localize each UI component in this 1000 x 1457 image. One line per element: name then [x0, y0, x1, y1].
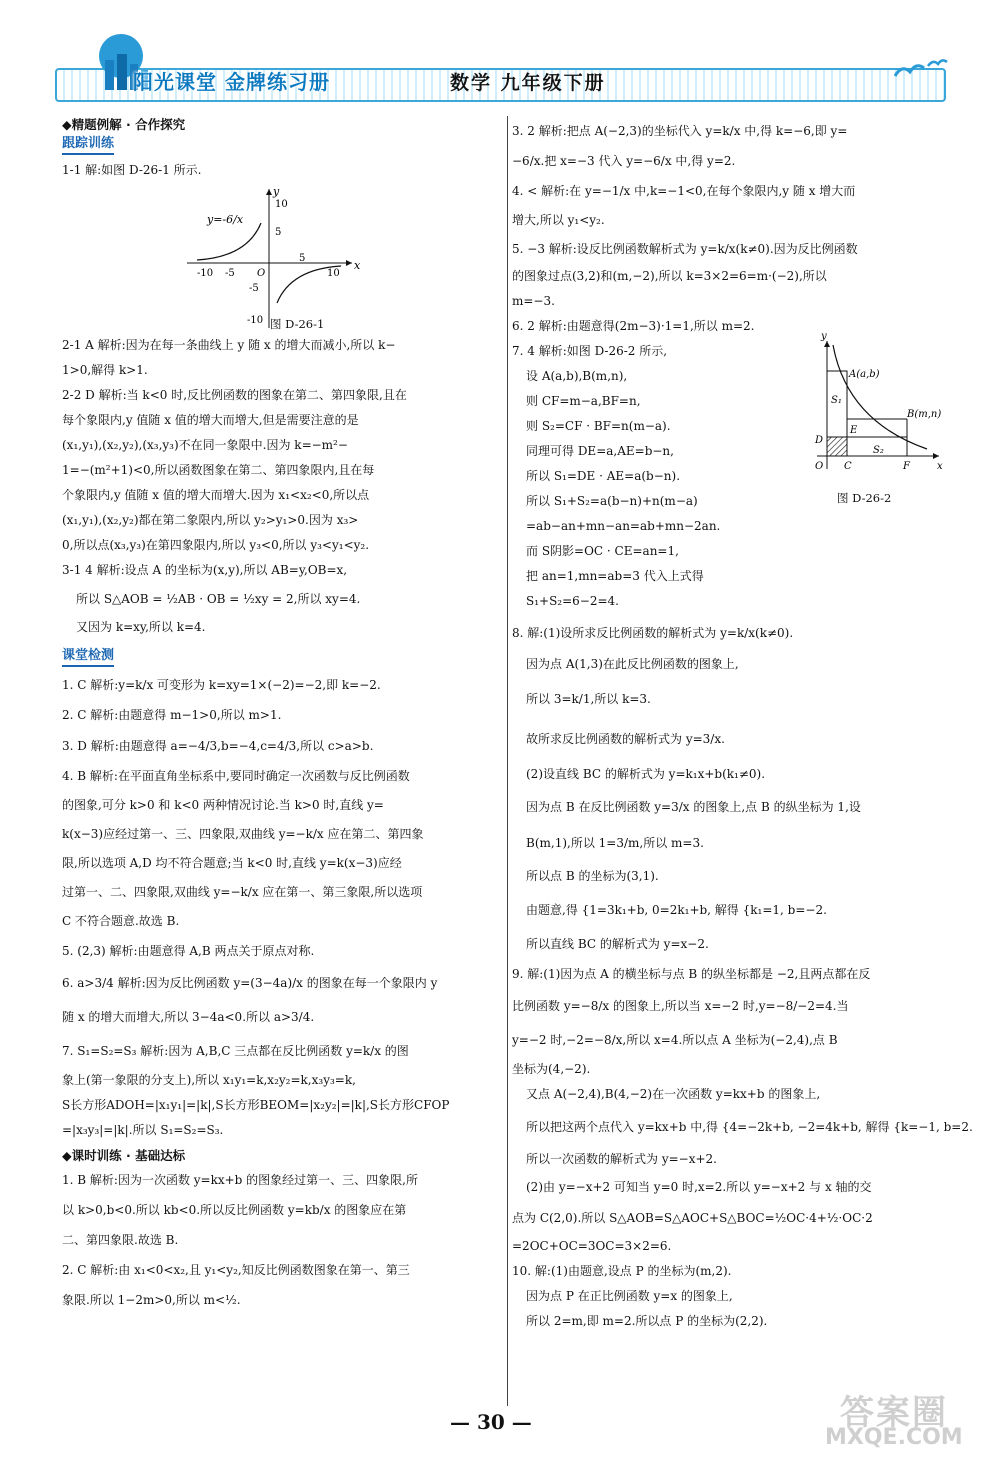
point-d-label: D [815, 435, 824, 446]
text-line: 因为点 A(1,3)在此反比例函数的图象上, [526, 657, 739, 671]
book-title: 阳光课堂 金牌练习册 [133, 70, 330, 94]
point-c-label: C [844, 461, 852, 472]
s1-label: S₁ [831, 395, 842, 406]
text-line: =ab−an+mn−an=ab+mn−2an. [526, 519, 721, 533]
text-line: 0,所以点(x₃,y₃)在第四象限内,所以 y₃<0,所以 y₃<y₁<y₂. [62, 538, 370, 552]
text-line: 7. 4 解析:如图 D-26-2 所示, [512, 344, 668, 358]
tick-label: 10 [327, 268, 340, 279]
text-line: 所以一次函数的解析式为 y=−x+2. [526, 1152, 717, 1166]
y-axis-label: y [273, 185, 280, 198]
text-line: 又点 A(−2,4),B(4,−2)在一次函数 y=kx+b 的图象上, [526, 1087, 821, 1101]
subsection-heading: 课堂检测 [62, 647, 114, 667]
tick-label: 5 [299, 253, 306, 264]
tick-label: 5 [275, 227, 282, 238]
text-line: 3. D 解析:由题意得 a=−4/3,b=−4,c=4/3,所以 c>a>b. [62, 739, 374, 753]
text-line: 因为点 P 在正比例函数 y=x 的图象上, [526, 1289, 733, 1303]
text-line: 所以 2=m,即 m=2.所以点 P 的坐标为(2,2). [526, 1314, 768, 1328]
text-line: k(x−3)应经过第一、三、四象限,双曲线 y=−k/x 应在第二、第四象 [62, 827, 424, 841]
text-line: 2. C 解析:由题意得 m−1>0,所以 m>1. [62, 708, 282, 722]
text-line: 而 S阴影=OC · CE=an=1, [526, 544, 679, 558]
text-line: S₁+S₂=6−2=4. [526, 594, 619, 608]
text-line: 增大,所以 y₁<y₂. [512, 213, 605, 227]
text-line: 二、第四象限.故选 B. [62, 1233, 179, 1247]
text-line: (x₁,y₁),(x₂,y₂),(x₃,y₃)不在同一象限中.因为 k=−m²− [62, 438, 348, 452]
text-line: 随 x 的增大而增大,所以 3−4a<0.所以 a>3/4. [62, 1010, 315, 1024]
section-heading: ◆精题例解 · 合作探究 [62, 117, 186, 132]
s2-label: S₂ [873, 445, 884, 456]
text-line: 6. a>3/4 解析:因为反比例函数 y=(3−4a)/x 的图象在每一个象限内 y [62, 976, 438, 990]
tick-label: -5 [249, 283, 259, 294]
text-line: 以 k>0,b<0.所以 kb<0.所以反比例函数 y=kb/x 的图象应在第 [62, 1203, 407, 1217]
text-line: 由题意,得 {1=3k₁+b, 0=2k₁+b, 解得 {k₁=1, b=−2. [526, 903, 827, 917]
text-line: 1=−(m²+1)<0,所以函数图象在第二、第四象限内,且在每 [62, 463, 375, 477]
text-line: 过第一、二、四象限,双曲线 y=−k/x 应在第一、第三象限,所以选项 [62, 885, 423, 899]
right-column [512, 116, 973, 1334]
text-line: 点为 C(2,0).所以 S△AOB=S△AOC+S△BOC=½OC·4+½·OC·2 [512, 1211, 873, 1225]
text-line: 所以直线 BC 的解析式为 y=x−2. [526, 937, 709, 951]
text-line: =2OC+OC=3OC=3×2=6. [512, 1239, 672, 1253]
tick-label: -5 [225, 268, 235, 279]
text-line: 则 CF=m−a,BF=n, [526, 394, 641, 408]
text-line: 象限.所以 1−2m>0,所以 m<½. [62, 1293, 241, 1307]
text-line: 6. 2 解析:由题意得(2m−3)·1=1,所以 m=2. [512, 319, 755, 333]
text-line: 2-2 D 解析:当 k<0 时,反比例函数的图象在第二、第四象限,且在 [62, 388, 407, 402]
text-line: B(m,1),所以 1=3/m,所以 m=3. [526, 836, 704, 850]
text-line: 2-1 A 解析:因为在每一条曲线上 y 随 x 的增大而减小,所以 k− [62, 338, 396, 352]
text-line: 坐标为(4,−2). [512, 1062, 591, 1076]
text-line: 2. C 解析:由 x₁<0<x₂,且 y₁<y₂,知反比例函数图象在第一、第三 [62, 1263, 410, 1277]
x-axis-label: x [354, 259, 361, 272]
function-label: y=-6/x [207, 213, 244, 226]
text-line: 3. 2 解析:把点 A(−2,3)的坐标代入 y=k/x 中,得 k=−6,即 y= [512, 124, 848, 138]
text-line: 所以把这两个点代入 y=kx+b 中,得 {4=−2k+b, −2=4k+b, 解得 {k=−1, b=2. [526, 1120, 973, 1134]
text-line: 个象限内,y 值随 x 值的增大而增大.因为 x₁<x₂<0,所以点 [62, 488, 370, 502]
y-axis-label: y [821, 331, 827, 342]
origin-label: O [257, 268, 266, 279]
birds-icon [890, 54, 950, 84]
text-line: (x₁,y₁),(x₂,y₂)都在第二象限内,所以 y₂>y₁>0.因为 x₃> [62, 513, 359, 527]
x-axis-label: x [937, 461, 943, 472]
text-line: 故所求反比例函数的解析式为 y=3/x. [526, 732, 725, 746]
text-line: 所以 S₁+S₂=a(b−n)+n(m−a) [526, 494, 698, 508]
point-b-label: B(m,n) [907, 409, 942, 420]
text-line: 象上(第一象限的分支上),所以 x₁y₁=k,x₂y₂=k,x₃y₃=k, [62, 1073, 356, 1087]
text-line: 所以 S₁=DE · AE=a(b−n). [526, 469, 681, 483]
figure-caption: 图 D-26-2 [837, 491, 892, 505]
section-heading: ◆课时训练 · 基础达标 [62, 1148, 186, 1163]
text-line: 因为点 B 在反比例函数 y=3/x 的图象上,点 B 的纵坐标为 1,设 [526, 800, 861, 814]
text-line: 4. B 解析:在平面直角坐标系中,要同时确定一次函数与反比例函数 [62, 769, 410, 783]
column-divider [507, 116, 508, 1406]
text-line: 所以 S△AOB = ½AB · OB = ½xy = 2,所以 xy=4. [76, 592, 361, 606]
text-line: 的图象,可分 k>0 和 k<0 两种情况讨论.当 k>0 时,直线 y= [62, 798, 384, 812]
subsection-heading: 跟踪训练 [62, 135, 114, 155]
left-column [62, 116, 502, 1315]
tick-label: 10 [275, 199, 288, 210]
text-line: 1. C 解析:y=k/x 可变形为 k=xy=1×(−2)=−2,即 k=−2. [62, 678, 381, 692]
text-line: 10. 解:(1)由题意,设点 P 的坐标为(m,2). [512, 1264, 732, 1278]
text-line: (2)设直线 BC 的解析式为 y=k₁x+b(k₁≠0). [526, 767, 766, 781]
text-line: 限,所以选项 A,D 均不符合题意;当 k<0 时,直线 y=k(x−3)应经 [62, 856, 402, 870]
text-line: 又因为 k=xy,所以 k=4. [76, 620, 206, 634]
text-line: (2)由 y=−x+2 可知当 y=0 时,x=2.所以 y=−x+2 与 x 轴的交 [526, 1180, 872, 1194]
rectangles-graph [807, 331, 947, 476]
text-line: 的图象过点(3,2)和(m,−2),所以 k=3×2=6=m·(−2),所以 [512, 269, 827, 283]
text-line: 每个象限内,y 值随 x 值的增大而增大,但是需要注意的是 [62, 413, 359, 427]
tick-label: -10 [197, 268, 214, 279]
point-a-label: A(a,b) [849, 369, 880, 380]
text-line: 所以点 B 的坐标为(3,1). [526, 869, 659, 883]
text-line: C 不符合题意.故选 B. [62, 914, 180, 928]
hyperbola-graph [177, 183, 377, 333]
figure-caption: 图 D-26-1 [270, 317, 325, 331]
watermark-logo: 答案圈 [840, 1393, 948, 1433]
point-f-label: F [903, 461, 910, 472]
text-line: 3-1 4 解析:设点 A 的坐标为(x,y),所以 AB=y,OB=x, [62, 563, 348, 577]
text-line: =|x₃y₃|=|k|.所以 S₁=S₂=S₃. [62, 1123, 224, 1137]
page-number: — 30 — [450, 1410, 532, 1434]
text-line: 1-1 解:如图 D-26-1 所示. [62, 163, 202, 177]
text-line: 则 S₂=CF · BF=n(m−a). [526, 419, 671, 433]
text-line: 同理可得 DE=a,AE=b−n, [526, 444, 674, 458]
text-line: 8. 解:(1)设所求反比例函数的解析式为 y=k/x(k≠0). [512, 626, 794, 640]
subject-grade: 数学 九年级下册 [450, 72, 606, 94]
text-line: 1. B 解析:因为一次函数 y=kx+b 的图象经过第一、三、四象限,所 [62, 1173, 418, 1187]
problem-7-block [512, 331, 943, 617]
text-line: 设 A(a,b),B(m,n), [526, 369, 628, 383]
page-header [55, 60, 942, 100]
text-line: 5. (2,3) 解析:由题意得 A,B 两点关于原点对称. [62, 944, 315, 958]
origin-label: O [815, 461, 824, 472]
text-line: 比例函数 y=−8/x 的图象上,所以当 x=−2 时,y=−8/−2=4.当 [512, 999, 849, 1013]
watermark-url: MXQE.COM [825, 1425, 963, 1450]
text-line: 把 an=1,mn=ab=3 代入上式得 [526, 569, 704, 583]
text-line: 9. 解:(1)因为点 A 的横坐标与点 B 的纵坐标都是 −2,且两点都在反 [512, 967, 871, 981]
text-line: −6/x.把 x=−3 代入 y=−6/x 中,得 y=2. [512, 154, 736, 168]
tick-label: -10 [247, 315, 264, 326]
text-line: 5. −3 解析:设反比例函数解析式为 y=k/x(k≠0).因为反比例函数 [512, 242, 858, 256]
point-e-label: E [850, 425, 858, 436]
text-line: 所以 3=k/1,所以 k=3. [526, 692, 651, 706]
text-line: 7. S₁=S₂=S₃ 解析:因为 A,B,C 三点都在反比例函数 y=k/x 的图 [62, 1044, 409, 1058]
figure-d-26-1 [62, 183, 502, 333]
text-line: m=−3. [512, 294, 555, 308]
text-line: 4. < 解析:在 y=−1/x 中,k=−1<0,在每个象限内,y 随 x 增大而 [512, 184, 856, 198]
text-line: y=−2 时,−2=−8/x,所以 x=4.所以点 A 坐标为(−2,4),点 B [512, 1033, 838, 1047]
text-line: 1>0,解得 k>1. [62, 363, 148, 377]
text-line: S长方形ADOH=|x₁y₁|=|k|,S长方形BEOM=|x₂y₂|=|k|,S长方形CFOP [62, 1098, 450, 1112]
